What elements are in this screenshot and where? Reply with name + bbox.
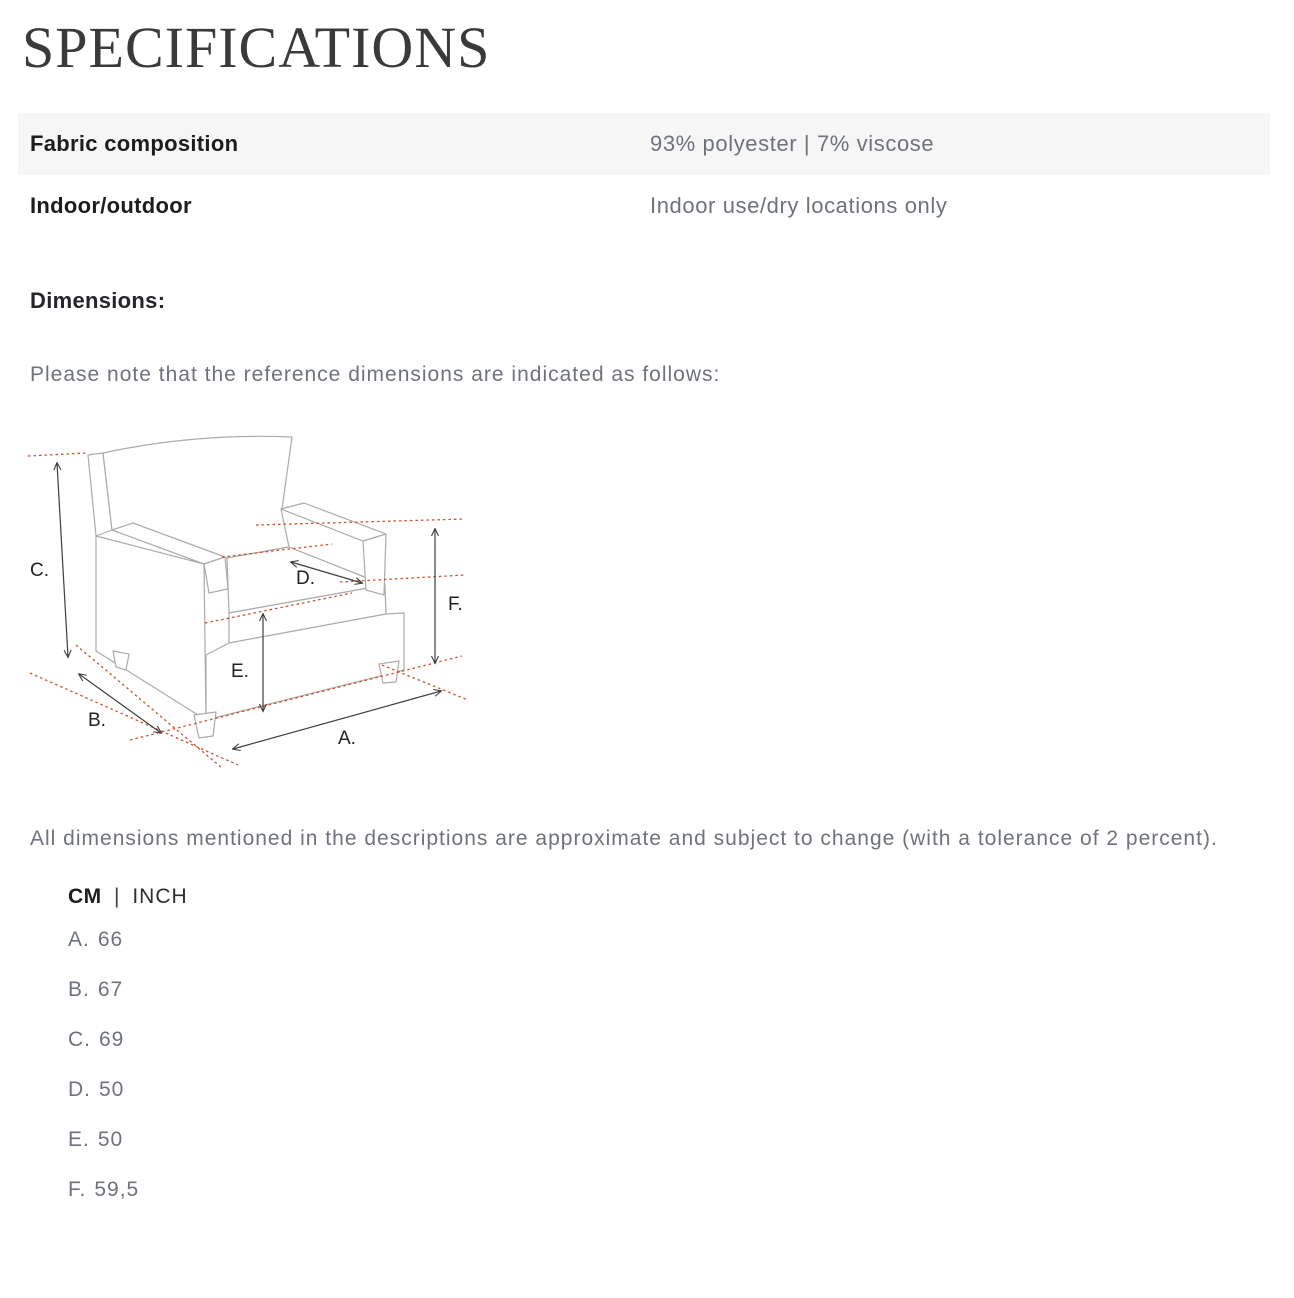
- page-title: SPECIFICATIONS: [22, 15, 491, 80]
- diagram-label-c: C.: [30, 560, 49, 581]
- dimension-item-label: D.: [68, 1078, 91, 1101]
- dimension-item-a: [68, 915, 1294, 965]
- dimensions-note: Please note that the reference dimensions are indicated as follows:: [30, 363, 721, 386]
- dimension-item-value: 50: [97, 1128, 124, 1151]
- spec-value-fabric: 93% polyester | 7% viscose: [650, 131, 935, 156]
- dimension-item-label: C.: [68, 1028, 91, 1051]
- spec-row-fabric: [18, 113, 1270, 175]
- specifications-page: [0, 14, 1294, 1298]
- diagram-label-e: E.: [231, 661, 249, 682]
- dimension-item-label: A.: [68, 928, 90, 951]
- spec-value-indoor-outdoor: Indoor use/dry locations only: [650, 193, 948, 218]
- units-inch-label: INCH: [132, 885, 188, 908]
- dimension-diagram: [0, 423, 500, 783]
- spec-row-indoor-outdoor: [18, 175, 1270, 237]
- diagram-label-b: B.: [88, 710, 106, 731]
- dimension-item-value: 66: [97, 928, 124, 951]
- diagram-label-a: A.: [338, 728, 356, 749]
- armchair-outline: [88, 436, 404, 738]
- spec-table: [18, 113, 1270, 237]
- tolerance-note: All dimensions mentioned in the descriptions are approximate and subject to change (with a tolerance of 2 percent).: [30, 827, 1218, 850]
- dimension-item-label: B.: [68, 978, 90, 1001]
- spec-label-fabric: Fabric composition: [30, 131, 239, 156]
- dimension-item-c: [68, 1015, 1294, 1065]
- dimension-item-d: [68, 1065, 1294, 1115]
- units-cm-label: CM: [68, 885, 102, 908]
- dimension-item-label: F.: [68, 1178, 87, 1201]
- diagram-label-d: D.: [296, 568, 315, 589]
- dimension-item-label: E.: [68, 1128, 90, 1151]
- dimension-item-value: 59,5: [94, 1178, 140, 1201]
- dimension-item-value: 50: [99, 1078, 125, 1101]
- spec-label-indoor-outdoor: Indoor/outdoor: [30, 193, 192, 218]
- dimension-arrow-c: [57, 463, 68, 657]
- units-header: [68, 885, 1294, 909]
- diagram-label-f: F.: [448, 594, 463, 615]
- dimensions-heading: Dimensions:: [30, 288, 166, 313]
- dimension-item-b: [68, 965, 1294, 1015]
- dimension-item-e: [68, 1115, 1294, 1165]
- dimension-item-value: 67: [97, 978, 124, 1001]
- dimension-item-value: 69: [99, 1028, 125, 1051]
- dimension-list: [68, 915, 1294, 1215]
- units-separator: |: [114, 885, 120, 908]
- dimension-item-f: [68, 1165, 1294, 1215]
